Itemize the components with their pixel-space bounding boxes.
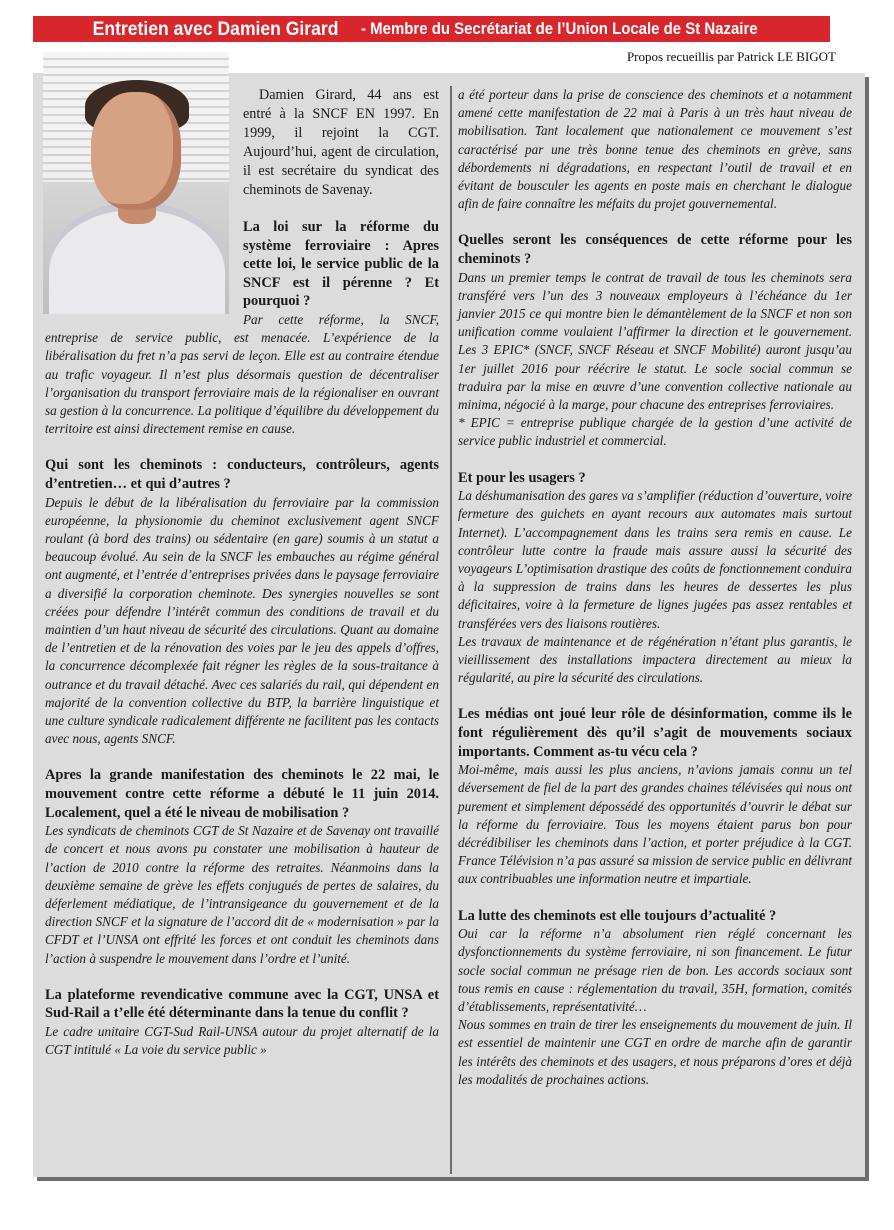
answer-4: Le cadre unitaire CGT-Sud Rail-UNSA autour du projet alternatif de la CGT intitulé « La voie du service public » xyxy=(45,1024,439,1058)
answer-8: Oui car la réforme n’a absolument rien réglé concernant les dysfonctionnements du système ferroviaire, ni son financement. Le futur socle social commun ne présage rien de bon. Les accords sociaux sont tous remis en cause : réglementation du travail, 35H, formation, comités d’établissements, représentativité… xyxy=(458,926,852,1015)
answer-4-continued: a été porteur dans la prise de conscience des cheminots et a notamment amené cette manifestation de 22 mai à Paris à un très haut niveau de mobilisation. Tant localement que nationalement ce mouvement s’est caractérisé par une très bonne tenue des cheminots en grève, sans débordements ni dégradations, en respectant l’outil de travail et en évitant de bousculer les agents en poste mais en cherchant le dialogue afin de faire connaître les méfaits du projet gouvernemental. xyxy=(458,87,852,212)
byline: Propos recueillis par Patrick LE BIGOT xyxy=(626,49,836,64)
question-5: Quelles seront les conséquences de cette réforme pour les cheminots ? xyxy=(458,232,852,268)
title-sub: - Membre du Secrétariat de l’Union Locale de St Nazaire xyxy=(360,19,758,38)
title-main: Entretien avec Damien Girard xyxy=(92,17,339,40)
answer-3: Les syndicats de cheminots CGT de St Nazaire et de Savenay ont travaillé de concert et nous avons pu constater une mobilisation à hauteur de l’action de 2010 contre la réforme des retraites. Néanmoins dans la deuxième semaine de grève les effets conjugués de pertes de salaires, du déferlement médiatique, de l’intransigeance du gouvernement et de la direction SNCF et la signature de l’accord dit de « modernisation » par la CFDT et l’UNSA ont effrité les forces et ont conduit les cheminots dans l’action à suspendre le mouvement dans l’ordre et l’unité. xyxy=(45,823,439,966)
question-4: La plateforme revendicative commune avec la CGT, UNSA et Sud-Rail a t’elle été déterminante dans la tenue du conflit ? xyxy=(45,986,439,1022)
question-2: Qui sont les cheminots : conducteurs, contrôleurs, agents d’entretien… et qui d’autres ? xyxy=(45,457,439,492)
article-title xyxy=(33,16,830,42)
answer-8-part-2: Nous sommes en train de tirer les enseignements du mouvement de juin. Il est essentiel de maintenir une CGT en ordre de marche afin de garantir les intérêts des cheminots et des usagers, et nous préparons d’ores et déjà les modalités de prochaines actions. xyxy=(458,1017,852,1087)
question-3: Apres la grande manifestation des cheminots le 22 mai, le mouvement contre cette réforme a débuté le 11 juin 2014. Localement, quel a été le niveau de mobilisation ? xyxy=(45,767,439,821)
answer-6-part-2: Les travaux de maintenance et de régénération n’étant plus garantis, le vieillissement des installations impactera directement au mieux la régularité, au pire la sécurité des circulations. xyxy=(458,633,852,686)
answer-5: Dans un premier temps le contrat de travail de tous les cheminots sera transféré vers l’un des 3 nouveaux employeurs à l’échéance du 1er janvier 2015 ce qui montre bien le démantèlement de la SNCF et non son unification comme voulaient l’affirmer la direction et le gouvernement. Les 3 EPIC* (SNCF, SNCF Réseau et SNCF Mobilité) auront jusqu’au 1er juillet 2016 pour réécrire le statut. Le socle social commun se traduira par la mise en œuvre d’une convention collective nationale au minima, négocié à la marge, pour chacune des entreprises ferroviaires. xyxy=(458,269,852,413)
epic-footnote: * EPIC = entreprise publique chargée de la gestion d’une activité de service public industriel et commercial. xyxy=(458,415,852,449)
answer-6: La déshumanisation des gares va s’amplifier (réduction d’ouverture, voire fermeture des guichets en ayant recours aux automates mais surtout Internet). L’accompagnement dans les trains sera remis en cause. Le contrôleur lutte contre la fraude mais assure aussi la sécurité des voyageurs L’optimisation drastique des coûts de fonctionnement conduira à la suppression de trains dans les heures de dessertes les plus déficitaires, voire à la fermeture de lignes jugées pas assez rentables et transférées vers des liaisons routières. xyxy=(458,488,852,631)
question-6: Et pour les usagers ? xyxy=(458,469,586,486)
left-column xyxy=(45,86,439,1059)
question-7: Les médias ont joué leur rôle de désinformation, comme ils le font régulièrement dès qu’il s’agit de mouvements sociaux importants. Comment as-tu vécu cela ? xyxy=(458,706,852,760)
answer-2: Depuis le début de la libéralisation du ferroviaire par la commission européenne, la physionomie du cheminot exclusivement agent SNCF roulant (à bord des trains) ou sédentaire (en gare) soumis à un statut a beaucoup évolué. Au sein de la SNCF les embauches au régime général ont augmenté, et l’entrée d’entreprises privées dans le paysage ferroviaire a diversifié la corporation cheminote. Des synergies nouvelles se sont créées pour défendre l’intérêt commun des conditions de travail et du maintien d’un haut niveau de sécurité des circulations. Quant au domaine de l’entretien et de la rénovation des voies par le jeu des appels d’offres, la concurrence décomplexée fait régner les règles de la sous-traitance à outrance et du travail détaché. Avec ces salariés du rail, qui dépendent en majorité de la convention collective du BTP, la barrière linguistique et une culture syndicale radicalement différente ne facilitent pas les contacts avec nous, agents SNCF. xyxy=(45,494,439,747)
portrait-photo xyxy=(43,52,229,314)
answer-1: Par cette réforme, la SNCF, entreprise de service public, est menacée. L’expérience de la libéralisation du fret n’a pas servi de leçon. Elle est au contraire étendue au trafic voyageur. Il n’est plus désormais question de décentraliser l’organisation du transport ferroviaire mais de la régionaliser en ouvrant sa gestion à la concurrence. La politique d’équilibre du développement du territoire est ainsi directement remise en cause. xyxy=(45,311,439,437)
answer-7: Moi-même, mais aussi les plus anciens, n’avions jamais connu un tel déversement de fiel de la part des grandes chaines télévisées qui nous ont purement et simplement dépossédé des opportunités d’ouvrir le débat sur la réforme du ferroviaire. Tous les moyens étaient parus bon pour décrédibiliser les cheminots dans l’action, et porter préjudice à la CGT. France Télévision n’a pas assuré sa mission de service public en délivrant aux contribuables une information neutre et impartiale. xyxy=(458,762,852,887)
question-8: La lutte des cheminots est elle toujours d’actualité ? xyxy=(458,907,777,924)
intro-text: Damien Girard, 44 ans est entré à la SNCF EN 1997. En 1999, il rejoint la CGT. Aujourd’hui, agent de circulation, il est secrétaire du syndicat des cheminots de Savenay. xyxy=(243,87,439,198)
column-divider xyxy=(450,86,452,1174)
question-1: La loi sur la réforme du système ferroviaire : Apres cette loi, le service public de la SNCF est il pérenne ? Et pourquoi ? xyxy=(243,219,439,310)
right-column xyxy=(458,86,852,1089)
